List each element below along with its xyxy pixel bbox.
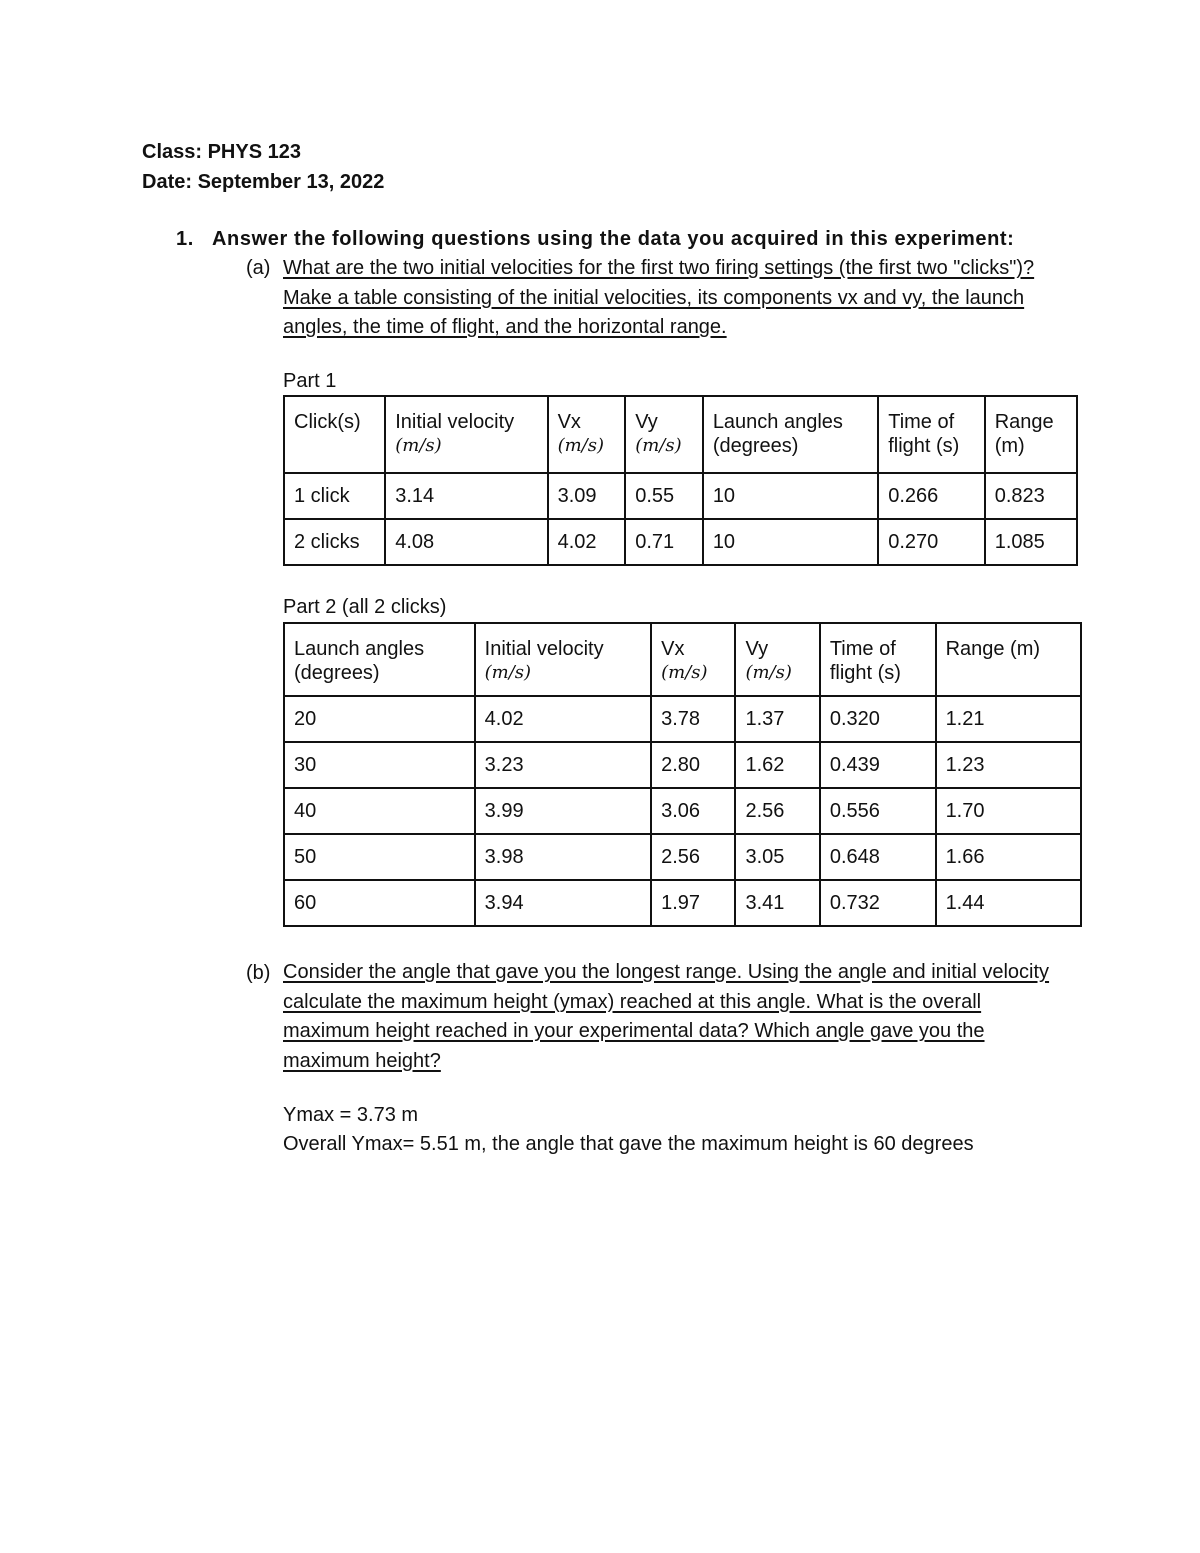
column-header-unit: flight (s) (888, 435, 960, 457)
column-header (625, 396, 703, 473)
column-header (820, 623, 936, 696)
table1-title: Part 1 (283, 370, 337, 392)
column-header (284, 396, 385, 473)
part-b-label: (b) (246, 962, 271, 984)
answer-overall-ymax: Overall Ymax= 5.51 m, the angle that gave the maximum height is 60 degrees (283, 1133, 974, 1155)
table-row (284, 473, 1077, 519)
table-cell: 1.085 (985, 519, 1077, 565)
table-cell: 3.99 (475, 788, 651, 834)
table-cell: 3.14 (385, 473, 547, 519)
part-b-prompt: Consider the angle that gave you the longest range. Using the angle and initial velocity calculate the maximum height (ymax) reached at this angle. What is the overall maximum height reached in your experimental data? Which angle gave you the maximum height? (283, 961, 1050, 1072)
table-cell: 3.41 (735, 880, 819, 926)
column-header-unit: (m/s) (557, 435, 605, 456)
column-header-label: Click(s) (294, 411, 361, 433)
column-header-unit: flight (s) (829, 662, 901, 684)
table-cell: 10 (703, 519, 878, 565)
part-a-label: (a) (246, 257, 271, 279)
column-header-label: Initial velocity (395, 411, 515, 433)
column-header-label: Vx (661, 638, 685, 660)
table-cell: 0.823 (985, 473, 1077, 519)
column-header (735, 623, 819, 696)
table-cell: 3.23 (475, 742, 651, 788)
column-header-label: Launch angles (712, 411, 843, 433)
column-header-label: Range (994, 411, 1054, 433)
column-header-label: Launch angles (294, 638, 425, 660)
table-cell: 1 click (284, 473, 385, 519)
column-header (284, 623, 475, 696)
table-cell: 0.320 (820, 696, 936, 742)
part1-table (283, 395, 1078, 566)
table-cell: 3.98 (475, 834, 651, 880)
column-header (385, 396, 547, 473)
column-header-unit: (degrees) (712, 435, 799, 457)
table-cell: 1.23 (936, 742, 1081, 788)
table-cell: 3.09 (548, 473, 626, 519)
table-cell: 0.270 (878, 519, 984, 565)
table-cell: 0.55 (625, 473, 703, 519)
column-header (651, 623, 735, 696)
question-text: Answer the following questions using the data you acquired in this experiment: (212, 228, 1015, 250)
column-header (548, 396, 626, 473)
table-header-row (284, 623, 1081, 696)
table-cell: 1.97 (651, 880, 735, 926)
table-cell: 0.266 (878, 473, 984, 519)
column-header-label: Time of (888, 411, 955, 433)
column-header (985, 396, 1077, 473)
date-line: Date: September 13, 2022 (142, 171, 385, 193)
column-header (703, 396, 878, 473)
table-cell: 1.21 (936, 696, 1081, 742)
answer-ymax: Ymax = 3.73 m (283, 1104, 419, 1126)
column-header-label: Initial velocity (484, 638, 604, 660)
column-header-label: Range (m) (945, 638, 1041, 660)
column-header-label: Time of (829, 638, 896, 660)
table-cell: 60 (284, 880, 475, 926)
table-cell: 1.66 (936, 834, 1081, 880)
column-header-unit: (m/s) (484, 662, 532, 683)
table-row (284, 742, 1081, 788)
question-number: 1. (176, 228, 194, 250)
table-header-row (284, 396, 1077, 473)
table-cell: 0.71 (625, 519, 703, 565)
table-cell: 2 clicks (284, 519, 385, 565)
column-header-unit: (m/s) (395, 435, 442, 456)
table-cell: 4.02 (475, 696, 651, 742)
column-header-unit: (degrees) (294, 662, 380, 684)
column-header (936, 623, 1081, 696)
table-cell: 4.02 (548, 519, 626, 565)
column-header-unit: (m/s) (635, 435, 682, 456)
table-cell: 3.05 (735, 834, 819, 880)
table-row (284, 696, 1081, 742)
column-header-unit: (m/s) (745, 662, 792, 683)
table-cell: 4.08 (385, 519, 547, 565)
column-header-unit: (m) (994, 435, 1025, 457)
table-cell: 20 (284, 696, 475, 742)
table-cell: 3.06 (651, 788, 735, 834)
part2-table (283, 622, 1082, 927)
table-cell: 40 (284, 788, 475, 834)
table-cell: 3.94 (475, 880, 651, 926)
table-cell: 1.70 (936, 788, 1081, 834)
table-row (284, 834, 1081, 880)
table-cell: 0.439 (820, 742, 936, 788)
table-cell: 3.78 (651, 696, 735, 742)
column-header-label: Vy (745, 638, 769, 660)
table-cell: 2.56 (651, 834, 735, 880)
question-1 (176, 228, 1014, 251)
table-row (284, 788, 1081, 834)
table-cell: 1.37 (735, 696, 819, 742)
table-cell: 2.56 (735, 788, 819, 834)
table-cell: 0.732 (820, 880, 936, 926)
table-cell: 30 (284, 742, 475, 788)
table2-title: Part 2 (all 2 clicks) (283, 596, 447, 618)
column-header-unit: (m/s) (661, 662, 708, 683)
column-header-label: Vx (557, 411, 581, 433)
table-cell: 10 (703, 473, 878, 519)
table-cell: 1.62 (735, 742, 819, 788)
column-header (878, 396, 984, 473)
column-header-label: Vy (635, 411, 658, 433)
column-header (475, 623, 651, 696)
table-row (284, 519, 1077, 565)
table-cell: 0.556 (820, 788, 936, 834)
table-cell: 50 (284, 834, 475, 880)
table-cell: 0.648 (820, 834, 936, 880)
class-line: Class: PHYS 123 (142, 141, 301, 163)
table-row (284, 880, 1081, 926)
part-a-prompt: What are the two initial velocities for the first two firing settings (the first two "clicks")? Make a table consisting of the initial velocities, its components vx and vy, the launch angles, the time of flight, and the horizontal range. (283, 257, 1035, 338)
table-cell: 1.44 (936, 880, 1081, 926)
table-cell: 2.80 (651, 742, 735, 788)
